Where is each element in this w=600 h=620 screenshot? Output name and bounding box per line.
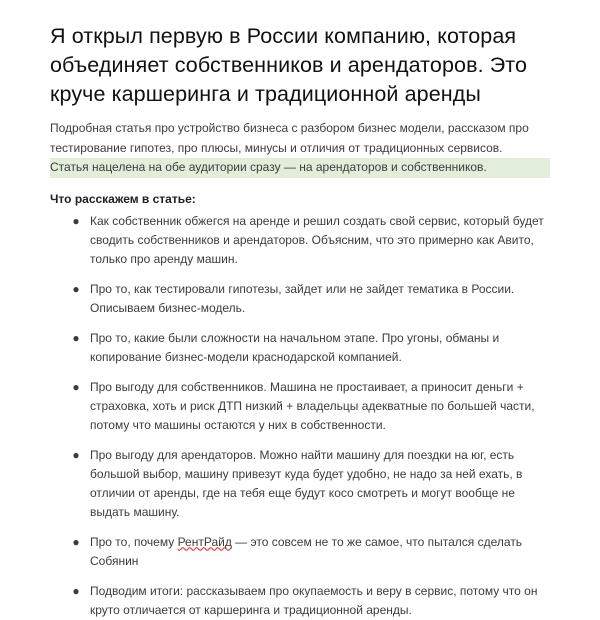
list-item [50, 446, 550, 522]
list-item-text: Про то, как тестировали гипотезы, зайдет или не зайдет тематика в России. Описываем бизнес-модель. [90, 281, 515, 315]
list-item-text: Про то, какие были сложности на начальном этапе. Про угоны, обманы и копирование бизнес-модели краснодарской компанией. [90, 330, 500, 364]
bullet-marker-icon: ● [72, 213, 80, 228]
bullet-marker-icon: ● [72, 534, 80, 549]
list-item-text-after: — это совсем не то же самое, что пытался сделать Собянин [90, 534, 523, 568]
bullet-marker-icon: ● [72, 379, 80, 394]
list-item-text [90, 533, 550, 571]
list-item-text-before: Про то, почему [90, 534, 178, 549]
lead-line-3-highlighted: Статья нацелена на обе аудитории сразу — на арендаторов и собственников. [50, 158, 550, 178]
bullet-marker-icon: ● [72, 330, 80, 345]
list-item [50, 378, 550, 435]
article-outline-list [50, 212, 550, 620]
bullet-marker-icon: ● [72, 583, 80, 598]
spellcheck-misspelled-word[interactable]: РентРайд [177, 534, 232, 549]
page-title: Я открыл первую в России компанию, которая объединяет собственников и арендаторов. Это круче каршеринга и традиционной аренды [50, 24, 528, 106]
list-item [50, 582, 550, 620]
list-item-text: Про выгоду для арендаторов. Можно найти машину для поездки на юг, есть большой выбор, машину привезут куда будет удобно, не надо за ней ехать, в отличии от аренды, где на тебя еще будут косо смотреть и могут вообще не выдать машину. [90, 447, 523, 519]
list-item [50, 533, 550, 571]
bullet-marker-icon: ● [72, 447, 80, 462]
bullet-marker-icon: ● [72, 281, 80, 296]
lead-paragraph [50, 119, 550, 178]
list-item-text: Про выгоду для собственников. Машина не простаивает, а приносит деньги + страховка, хоть и риск ДТП низкий + владельцы адекватные по большей части, потому что машины остаются у них в собственности. [90, 379, 535, 432]
list-item [50, 212, 550, 269]
section-heading: Что расскажем в статье: [50, 191, 196, 206]
list-item-text: Как собственник обжегся на аренде и решил создать свой сервис, который будет сводить собственников и арендаторов. Объясним, что это примерно как Авито, только про аренду машин. [90, 213, 544, 266]
list-item [50, 280, 550, 318]
lead-line-1: Подробная статья про устройство бизнеса с разбором бизнес модели, рассказом про [50, 121, 529, 135]
list-item-text: Подводим итоги: рассказываем про окупаемость и веру в сервис, потому что он круто отличается от каршеринга и традиционной аренды. [90, 583, 538, 617]
lead-line-2: тестирование гипотез, про плюсы, минусы и отличия от традиционных сервисов. [50, 140, 503, 155]
list-item [50, 329, 550, 367]
